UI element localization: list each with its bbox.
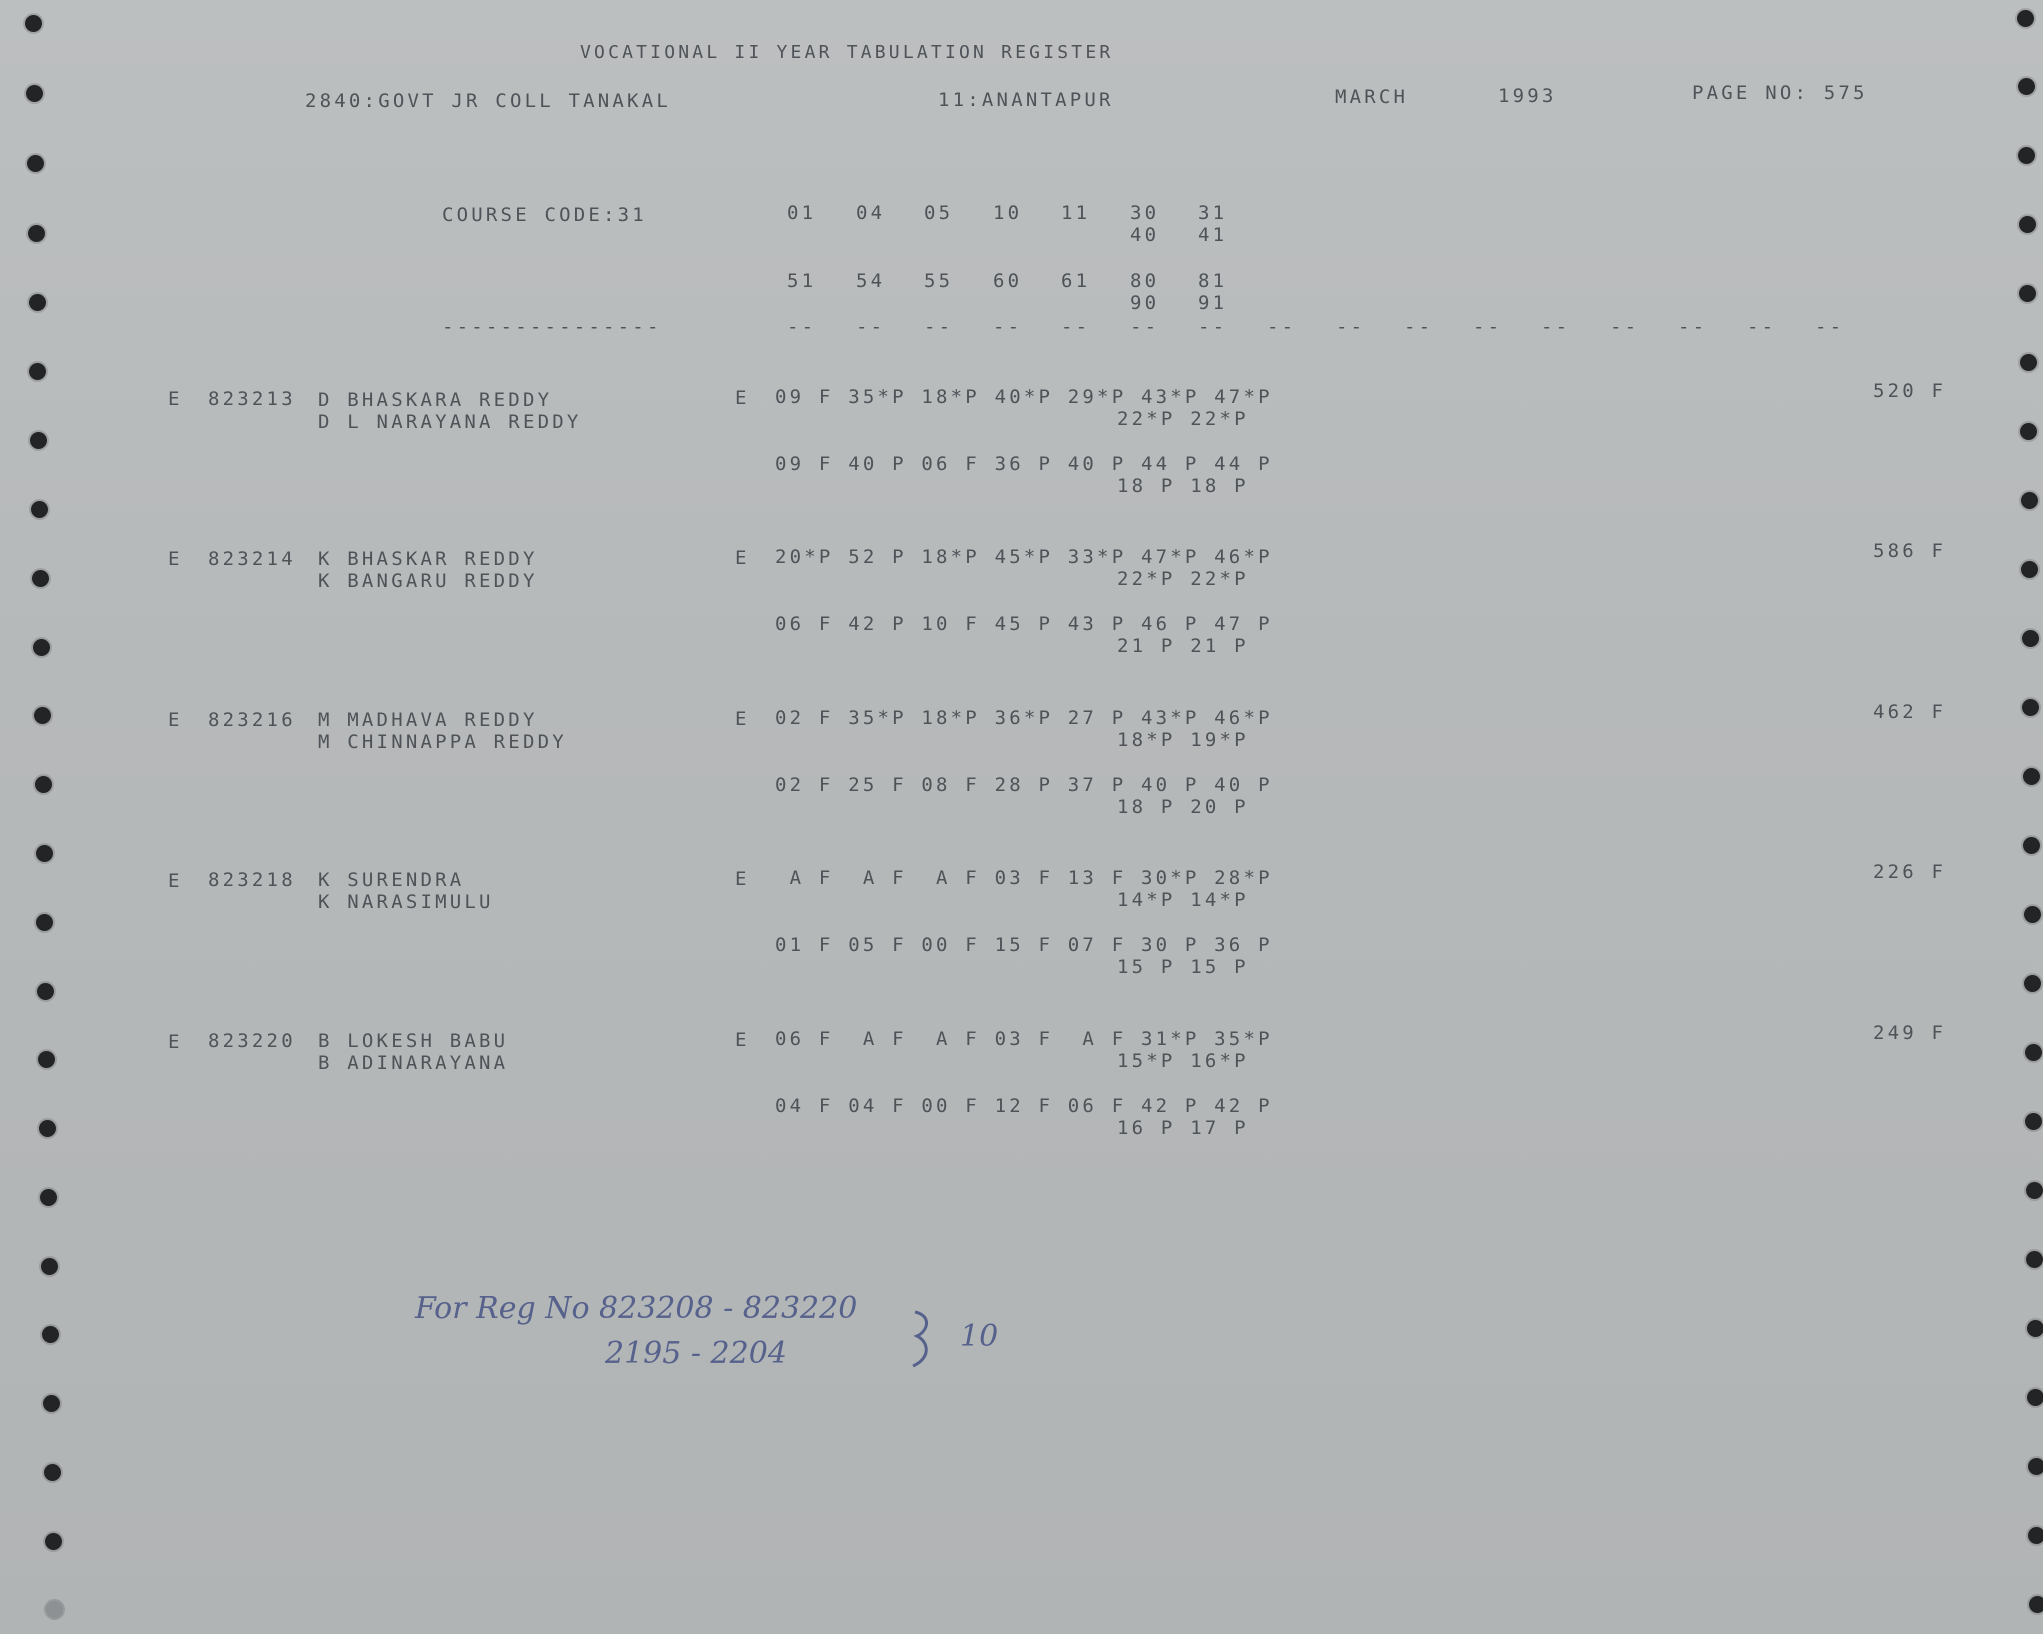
marks-line: 20*P 52 P 18*P 45*P 33*P 47*P 46*P	[775, 546, 1273, 568]
marks-line: 02 F 25 F 08 F 28 P 37 P 40 P 40 P	[775, 774, 1273, 796]
father-name: K BANGARU REDDY	[318, 570, 538, 592]
sprocket-hole	[41, 1258, 58, 1275]
dash: --	[1473, 316, 1503, 338]
subject-code: 80	[1130, 270, 1160, 292]
father-name: D L NARAYANA REDDY	[318, 411, 582, 433]
subject-code: 41	[1198, 224, 1228, 246]
total-result: 586 F	[1873, 540, 1947, 562]
register-title: VOCATIONAL II YEAR TABULATION REGISTER	[580, 42, 1114, 63]
subject-code: 54	[856, 270, 886, 292]
subject-code: 81	[1198, 270, 1228, 292]
sprocket-hole	[39, 1120, 56, 1137]
total-result: 520 F	[1873, 380, 1947, 402]
sprocket-hole	[32, 570, 49, 587]
marks-line: 09 F 35*P 18*P 40*P 29*P 43*P 47*P	[775, 386, 1273, 408]
subject-code: 30	[1130, 202, 1160, 224]
sprocket-hole	[2028, 1458, 2043, 1475]
dash: --	[1610, 316, 1640, 338]
sprocket-hole	[2026, 1182, 2043, 1199]
sprocket-hole	[2018, 147, 2035, 164]
sprocket-hole	[2024, 975, 2041, 992]
exam-type: E	[168, 1031, 183, 1053]
sprocket-hole	[30, 432, 47, 449]
marks-line: 09 F 40 P 06 F 36 P 40 P 44 P 44 P	[775, 453, 1273, 475]
sprocket-hole	[2017, 10, 2034, 27]
father-name: B ADINARAYANA	[318, 1052, 509, 1074]
sprocket-hole	[2020, 354, 2037, 371]
dash: --	[1404, 316, 1434, 338]
sprocket-hole	[38, 1051, 55, 1068]
marks-line: 15*P 16*P	[1117, 1050, 1249, 1072]
sprocket-hole	[2025, 1113, 2042, 1130]
sprocket-hole	[31, 501, 48, 518]
college-name: 2840:GOVT JR COLL TANAKAL	[305, 90, 671, 112]
sprocket-hole	[42, 1326, 59, 1343]
result-flag: E	[735, 1029, 750, 1051]
sprocket-hole	[44, 1464, 61, 1481]
dash: --	[1815, 316, 1845, 338]
sprocket-hole	[2022, 630, 2039, 647]
reg-number: 823213	[208, 388, 296, 410]
sprocket-hole	[2019, 285, 2036, 302]
sprocket-hole	[2027, 1389, 2043, 1406]
sprocket-hole	[2028, 1527, 2043, 1544]
marks-line: 04 F 04 F 00 F 12 F 06 F 42 P 42 P	[775, 1095, 1273, 1117]
subject-code: 91	[1198, 292, 1228, 314]
dash: --	[1198, 316, 1228, 338]
subject-code: 40	[1130, 224, 1160, 246]
exam-month: MARCH	[1335, 86, 1409, 108]
student-name: K SURENDRA	[318, 869, 465, 891]
subject-code: 11	[1061, 202, 1091, 224]
marks-line: 02 F 35*P 18*P 36*P 27 P 43*P 46*P	[775, 707, 1273, 729]
sprocket-hole	[43, 1395, 60, 1412]
dash: --	[924, 316, 954, 338]
marks-line: 18 P 20 P	[1117, 796, 1249, 818]
total-result: 226 F	[1873, 861, 1947, 883]
total-result: 249 F	[1873, 1022, 1947, 1044]
brace-mark	[913, 1312, 927, 1366]
sprocket-hole	[2027, 1320, 2043, 1337]
result-flag: E	[735, 868, 750, 890]
exam-year: 1993	[1498, 85, 1557, 107]
sprocket-hole	[40, 1189, 57, 1206]
subject-code: 05	[924, 202, 954, 224]
sprocket-hole	[25, 15, 42, 32]
result-flag: E	[735, 708, 750, 730]
father-name: M CHINNAPPA REDDY	[318, 731, 567, 753]
sprocket-hole	[37, 983, 54, 1000]
reg-number: 823220	[208, 1030, 296, 1052]
district-name: 11:ANANTAPUR	[938, 89, 1114, 111]
sprocket-hole	[2025, 1044, 2042, 1061]
dash: --	[1336, 316, 1366, 338]
result-flag: E	[735, 387, 750, 409]
marks-line: 14*P 14*P	[1117, 889, 1249, 911]
subject-code: 55	[924, 270, 954, 292]
marks-line: 22*P 22*P	[1117, 408, 1249, 430]
dash: --	[787, 316, 817, 338]
dash: --	[1130, 316, 1160, 338]
reg-number: 823214	[208, 548, 296, 570]
dash: --	[993, 316, 1023, 338]
marks-line: 06 F A F A F 03 F A F 31*P 35*P	[775, 1028, 1273, 1050]
total-result: 462 F	[1873, 701, 1947, 723]
sprocket-hole	[46, 1601, 63, 1618]
page-number: PAGE NO: 575	[1692, 82, 1868, 104]
student-name: M MADHAVA REDDY	[318, 709, 538, 731]
reg-number: 823218	[208, 869, 296, 891]
sprocket-hole	[2023, 837, 2040, 854]
underline: ---------------	[442, 316, 662, 338]
marks-line: 18*P 19*P	[1117, 729, 1249, 751]
dash: --	[1678, 316, 1708, 338]
subject-code: 60	[993, 270, 1023, 292]
student-name: D BHASKARA REDDY	[318, 389, 553, 411]
sprocket-hole	[45, 1533, 62, 1550]
subject-code: 61	[1061, 270, 1091, 292]
sprocket-hole	[2021, 492, 2038, 509]
dash: --	[856, 316, 886, 338]
exam-type: E	[168, 548, 183, 570]
sprocket-hole	[2018, 78, 2035, 95]
sprocket-hole	[36, 914, 53, 931]
handwritten-note	[405, 1280, 1025, 1390]
sprocket-hole	[2023, 768, 2040, 785]
result-flag: E	[735, 547, 750, 569]
sprocket-hole	[33, 639, 50, 656]
marks-line: A F A F A F 03 F 13 F 30*P 28*P	[775, 867, 1273, 889]
sprocket-hole	[2021, 561, 2038, 578]
sprocket-hole	[29, 363, 46, 380]
marks-line: 06 F 42 P 10 F 45 P 43 P 46 P 47 P	[775, 613, 1273, 635]
marks-line: 15 P 15 P	[1117, 956, 1249, 978]
sprocket-hole	[34, 707, 51, 724]
sprocket-hole	[2024, 906, 2041, 923]
reg-number: 823216	[208, 709, 296, 731]
subject-code: 01	[787, 202, 817, 224]
handwritten-range: For Reg No 823208 - 823220	[415, 1291, 858, 1326]
sprocket-hole	[2029, 1596, 2043, 1613]
dash: --	[1747, 316, 1777, 338]
sprocket-hole	[26, 85, 43, 102]
sprocket-hole	[27, 155, 44, 172]
father-name: K NARASIMULU	[318, 891, 494, 913]
marks-line: 21 P 21 P	[1117, 635, 1249, 657]
sprocket-hole	[29, 294, 46, 311]
sprocket-hole	[28, 225, 45, 242]
marks-line: 01 F 05 F 00 F 15 F 07 F 30 P 36 P	[775, 934, 1273, 956]
sprocket-hole	[36, 845, 53, 862]
student-name: B LOKESH BABU	[318, 1030, 509, 1052]
sprocket-hole	[2019, 216, 2036, 233]
exam-type: E	[168, 388, 183, 410]
sprocket-hole	[2022, 699, 2039, 716]
exam-type: E	[168, 709, 183, 731]
subject-code: 04	[856, 202, 886, 224]
sprocket-hole	[2026, 1251, 2043, 1268]
dash: --	[1541, 316, 1571, 338]
course-code: COURSE CODE:31	[442, 204, 647, 226]
marks-line: 18 P 18 P	[1117, 475, 1249, 497]
student-name: K BHASKAR REDDY	[318, 548, 538, 570]
subject-code: 51	[787, 270, 817, 292]
exam-type: E	[168, 870, 183, 892]
marks-line: 22*P 22*P	[1117, 568, 1249, 590]
handwritten-count: 10	[960, 1319, 999, 1354]
sprocket-hole	[35, 776, 52, 793]
subject-code: 31	[1198, 202, 1228, 224]
dash: --	[1267, 316, 1297, 338]
subject-code: 10	[993, 202, 1023, 224]
sprocket-hole	[2020, 423, 2037, 440]
subject-code: 90	[1130, 292, 1160, 314]
dash: --	[1061, 316, 1091, 338]
handwritten-serials: 2195 - 2204	[605, 1336, 787, 1371]
marks-line: 16 P 17 P	[1117, 1117, 1249, 1139]
